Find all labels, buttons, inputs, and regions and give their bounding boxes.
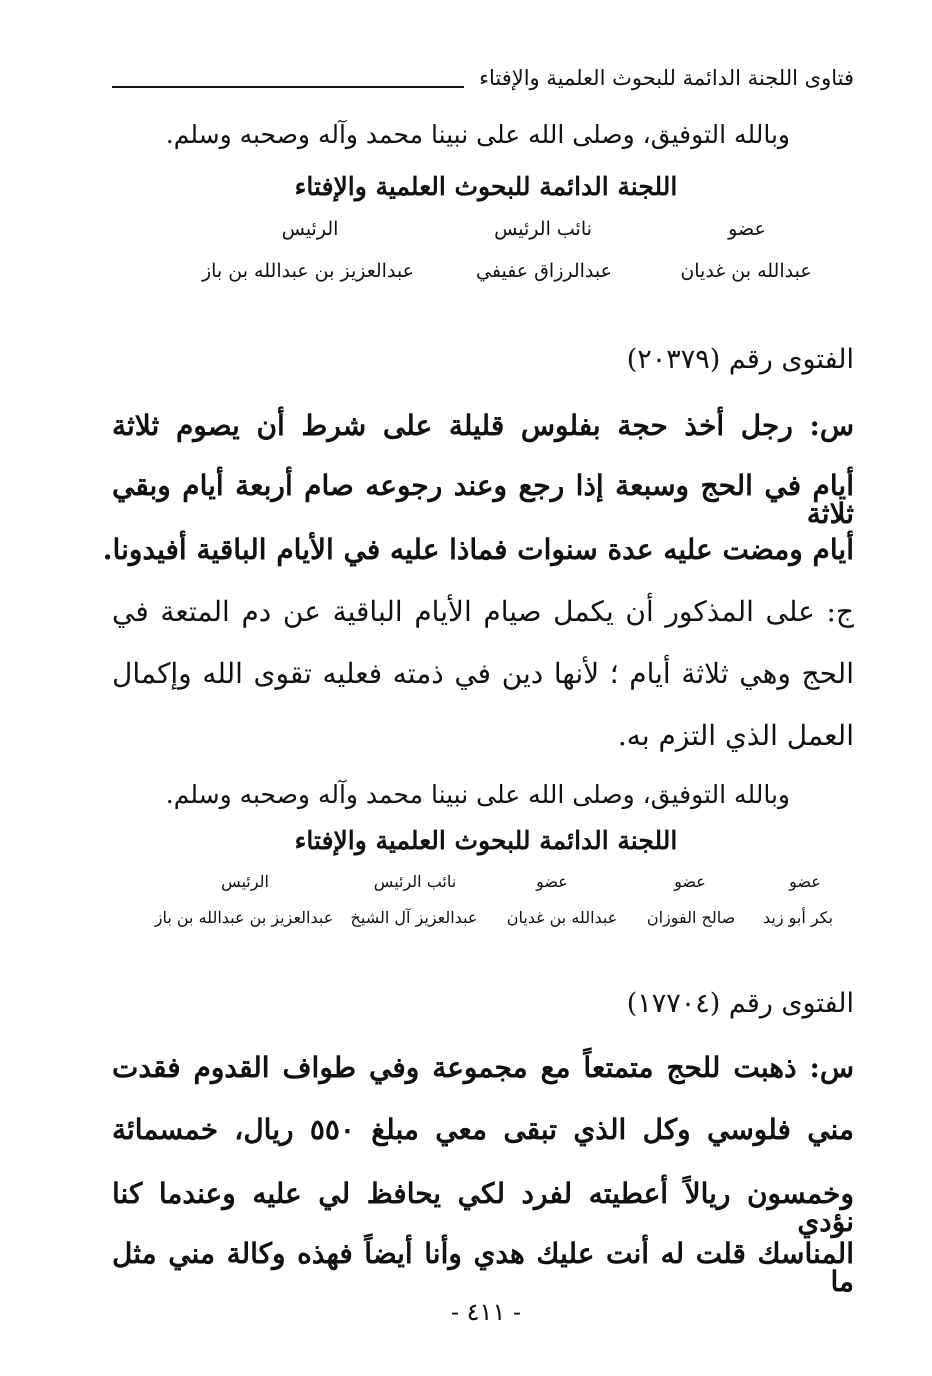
committee-name: اللجنة الدائمة للبحوث العلمية والإفتاء: [294, 172, 678, 201]
running-header: فتاوى اللجنة الدائمة للبحوث العلمية والإفتاء: [479, 66, 854, 90]
committee-name: اللجنة الدائمة للبحوث العلمية والإفتاء: [294, 826, 678, 855]
fatwa-number-title: الفتوى رقم (١٧٧٠٤): [626, 988, 854, 1019]
signatory-name: عبدالله بن غديان: [506, 908, 618, 927]
question-line: أيام في الحج وسبعة إذا رجع وعند رجوعه صام أربعة أيام وبقي ثلاثة: [112, 469, 854, 530]
signatory-name: عبدالرزاق عفيفي: [476, 260, 612, 282]
signatory-title: عضو: [674, 872, 706, 891]
signatory-title: عضو: [789, 872, 821, 891]
question-line: المناسك قلت له أنت عليك هدي وأنا أيضاً فهذه وكالة مني مثل ما: [112, 1237, 854, 1298]
signatory-title: نائب الرئيس: [494, 218, 592, 240]
signatory-name: صالح الفوزان: [646, 908, 736, 927]
signatory-name: بكر أبو زيد: [762, 908, 834, 927]
question-line: مني فلوسي وكل الذي تبقى معي مبلغ ٥٥٠ ريال، خمسمائة: [112, 1113, 854, 1146]
answer-line: العمل الذي التزم به.: [617, 719, 854, 752]
signatory-title: الرئيس: [281, 218, 339, 240]
closing-formula: وبالله التوفيق، وصلى الله على نبينا محمد وآله وصحبه وسلم.: [165, 120, 790, 149]
signatory-name: عبدالعزيز بن عبدالله بن باز: [154, 908, 334, 927]
page-number: - ٤١١ -: [450, 1298, 522, 1326]
question-line: س: ذهبت للحج متمتعاً مع مجموعة وفي طواف القدوم فقدت: [112, 1051, 854, 1084]
signatory-name: عبدالعزيز آل الشيخ: [350, 908, 478, 927]
header-rule: [112, 86, 464, 88]
signatory-name: عبدالله بن غديان: [680, 260, 812, 282]
question-line: أيام ومضت عليه عدة سنوات فماذا عليه في الأيام الباقية أفيدونا.: [102, 533, 854, 566]
answer-line: الحج وهي ثلاثة أيام ؛ لأنها دين في ذمته فعليه تقوى الله وإكمال: [112, 657, 854, 690]
fatwa-number-title: الفتوى رقم (٢٠٣٧٩): [626, 344, 854, 375]
signatory-title: عضو: [536, 872, 568, 891]
answer-line: ج: على المذكور أن يكمل صيام الأيام الباقية عن دم المتعة في: [112, 595, 854, 628]
signatory-name: عبدالعزيز بن عبدالله بن باز: [201, 260, 415, 282]
signatory-title: نائب الرئيس: [373, 872, 457, 891]
question-line: وخمسون ريالاً أعطيته لفرد لكي يحافظ لي عليه وعندما كنا نؤدي: [112, 1177, 854, 1238]
signatory-title: الرئيس: [221, 872, 269, 891]
question-line: س: رجل أخذ حجة بفلوس قليلة على شرط أن يصوم ثلاثة: [112, 409, 854, 442]
signatory-title: عضو: [728, 218, 766, 240]
closing-formula: وبالله التوفيق، وصلى الله على نبينا محمد وآله وصحبه وسلم.: [165, 780, 790, 809]
